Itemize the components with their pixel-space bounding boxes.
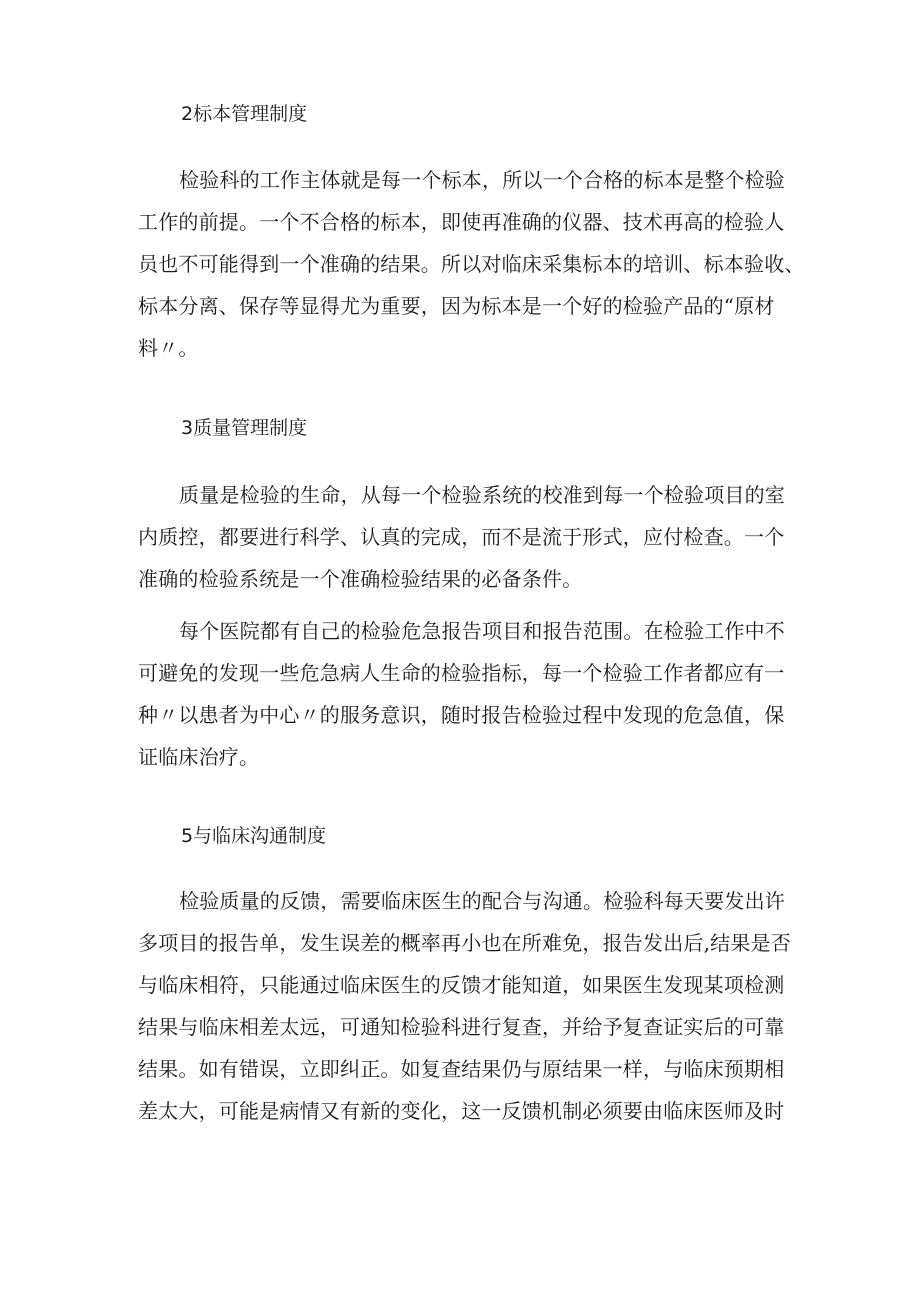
text-line: 结果。如有错误，立即纠正。如复查结果仍与原结果一样，与临床预期相 (138, 1057, 785, 1081)
text-line: 料〃。 (138, 336, 199, 360)
text-line: 证临床治疗。 (138, 745, 260, 769)
text-line: 准确的检验系统是一个准确检验结果的必备条件。 (138, 567, 583, 591)
paragraph-clinical-communication (138, 880, 798, 1132)
text-line: 质量是检验的生命，从每一个检验系统的校准到每一个检验项目的室 (179, 483, 785, 507)
text-line: 检验科的工作主体就是每一个标本，所以一个合格的标本是整个检验 (179, 168, 785, 192)
paragraph-specimen-management (138, 159, 805, 369)
text-line: 工作的前提。一个不合格的标本，即使再准确的仪器、技术再高的检验人 (138, 210, 785, 234)
text-line: 种〃以患者为中心〃的服务意识，随时报告检验过程中发现的危急值，保 (138, 703, 785, 727)
text-line: 差太大，可能是病情又有新的变化，这一反馈机制必须要由临床医师及时 (138, 1099, 785, 1123)
section-heading-3: 3质量管理制度 (181, 417, 308, 439)
text-line: 内质控，都要进行科学、认真的完成，而不是流于形式，应付检查。一个 (138, 525, 785, 549)
text-line: 员也不可能得到一个准确的结果。所以对临床采集标本的培训、标本验收、 (138, 252, 805, 276)
text-line: 每个医院都有自己的检验危急报告项目和报告范围。在检验工作中不 (179, 619, 785, 643)
section-heading-2: 2标本管理制度 (181, 103, 308, 125)
text-line: 可避免的发现一些危急病人生命的检验指标，每一个检验工作者都应有一 (138, 661, 785, 685)
paragraph-critical-values (138, 610, 798, 778)
text-line: 标本分离、保存等显得尤为重要，因为标本是一个好的检验产品的“原材 (138, 294, 775, 318)
text-line: 结果与临床相差太远，可通知检验科进行复查，并给予复查证实后的可靠 (138, 1015, 785, 1039)
section-heading-5: 5与临床沟通制度 (181, 825, 327, 847)
text-line: 与临床相符，只能通过临床医生的反馈才能知道，如果医生发现某项检测 (138, 973, 785, 997)
text-line: 检验质量的反馈，需要临床医生的配合与沟通。检验科每天要发出许 (179, 889, 785, 913)
text-line: 多项目的报告单，发生误差的概率再小也在所难免，报告发出后,结果是否 (138, 931, 791, 955)
paragraph-quality-management (138, 474, 798, 600)
